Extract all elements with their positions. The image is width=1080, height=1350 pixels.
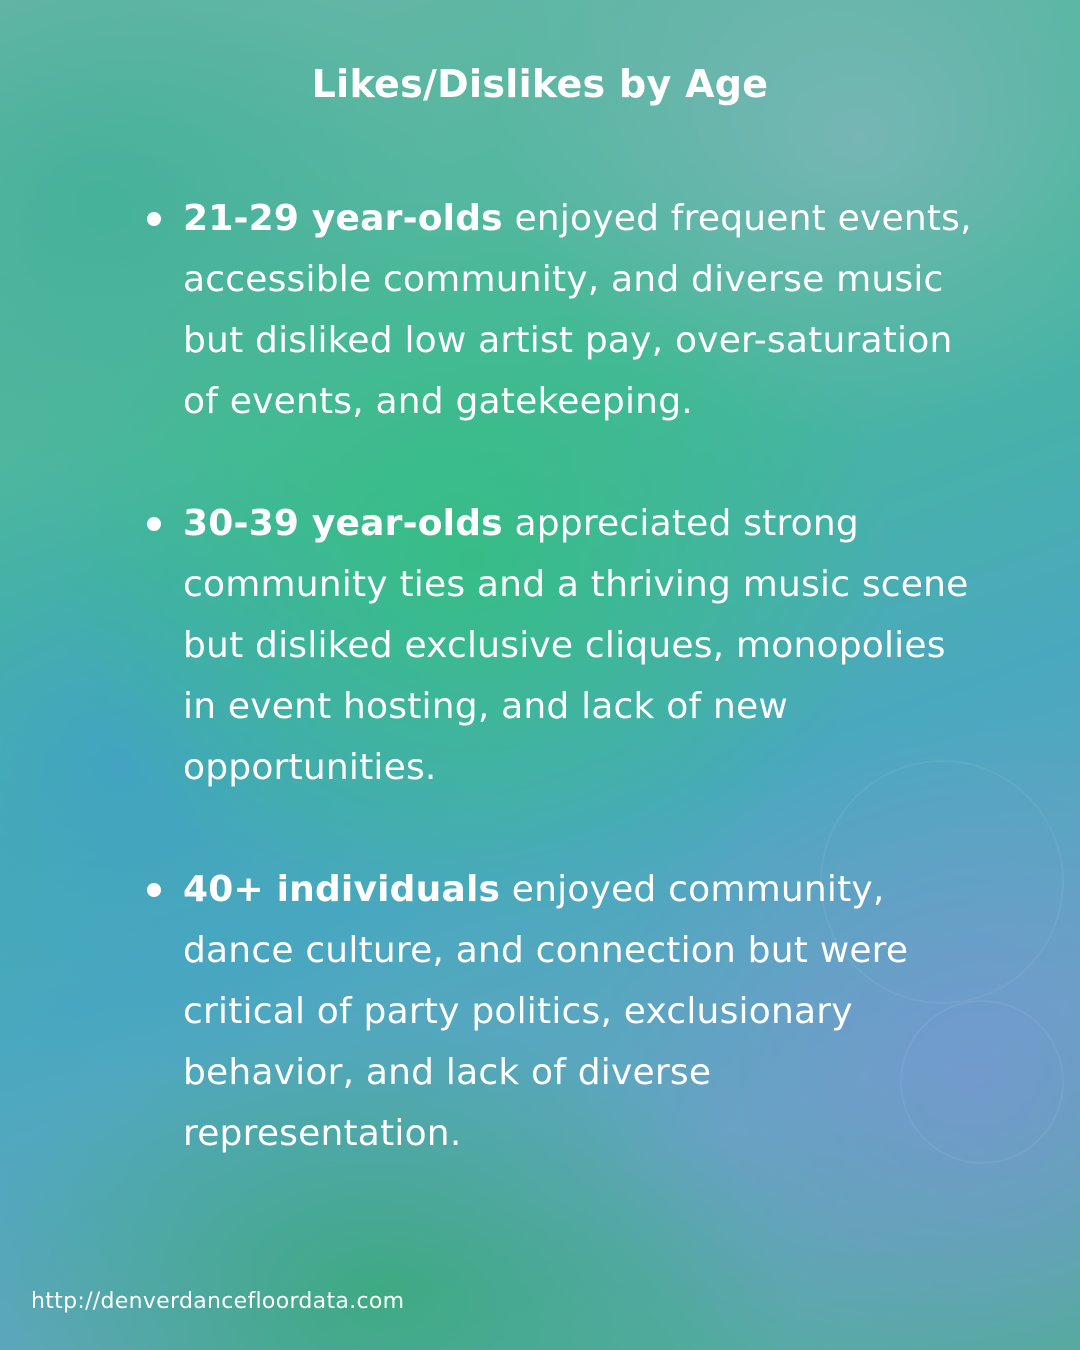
bullet-item-21-29 bbox=[145, 188, 975, 432]
bullet-item-30-39 bbox=[145, 493, 975, 798]
bullet-text: appreciated strong community ties and a thriving music scene but disliked exclusive cliques, monopolies in event hosting, and lack of new opportunities. bbox=[183, 503, 969, 788]
footer-url-text: http://denverdancefloordata.com bbox=[31, 1289, 405, 1314]
bullet-text: enjoyed community, dance culture, and connection but were critical of party politics, exclusionary behavior, and lack of diverse representation. bbox=[183, 869, 909, 1154]
bullet-lead: 30-39 year-olds bbox=[183, 503, 503, 544]
bullet-dot-icon bbox=[147, 883, 161, 897]
bullet-lead: 40+ individuals bbox=[183, 869, 501, 910]
bullet-list bbox=[145, 188, 975, 1164]
bullet-text: enjoyed frequent events, accessible community, and diverse music but disliked low artist pay, over-saturation of events, and gatekeeping. bbox=[183, 198, 972, 422]
bullet-item-40-plus bbox=[145, 859, 975, 1164]
page-title: Likes/Dislikes by Age bbox=[311, 62, 769, 106]
bullet-lead: 21-29 year-olds bbox=[183, 198, 503, 239]
bullet-dot-icon bbox=[147, 517, 161, 531]
bullet-dot-icon bbox=[147, 212, 161, 226]
